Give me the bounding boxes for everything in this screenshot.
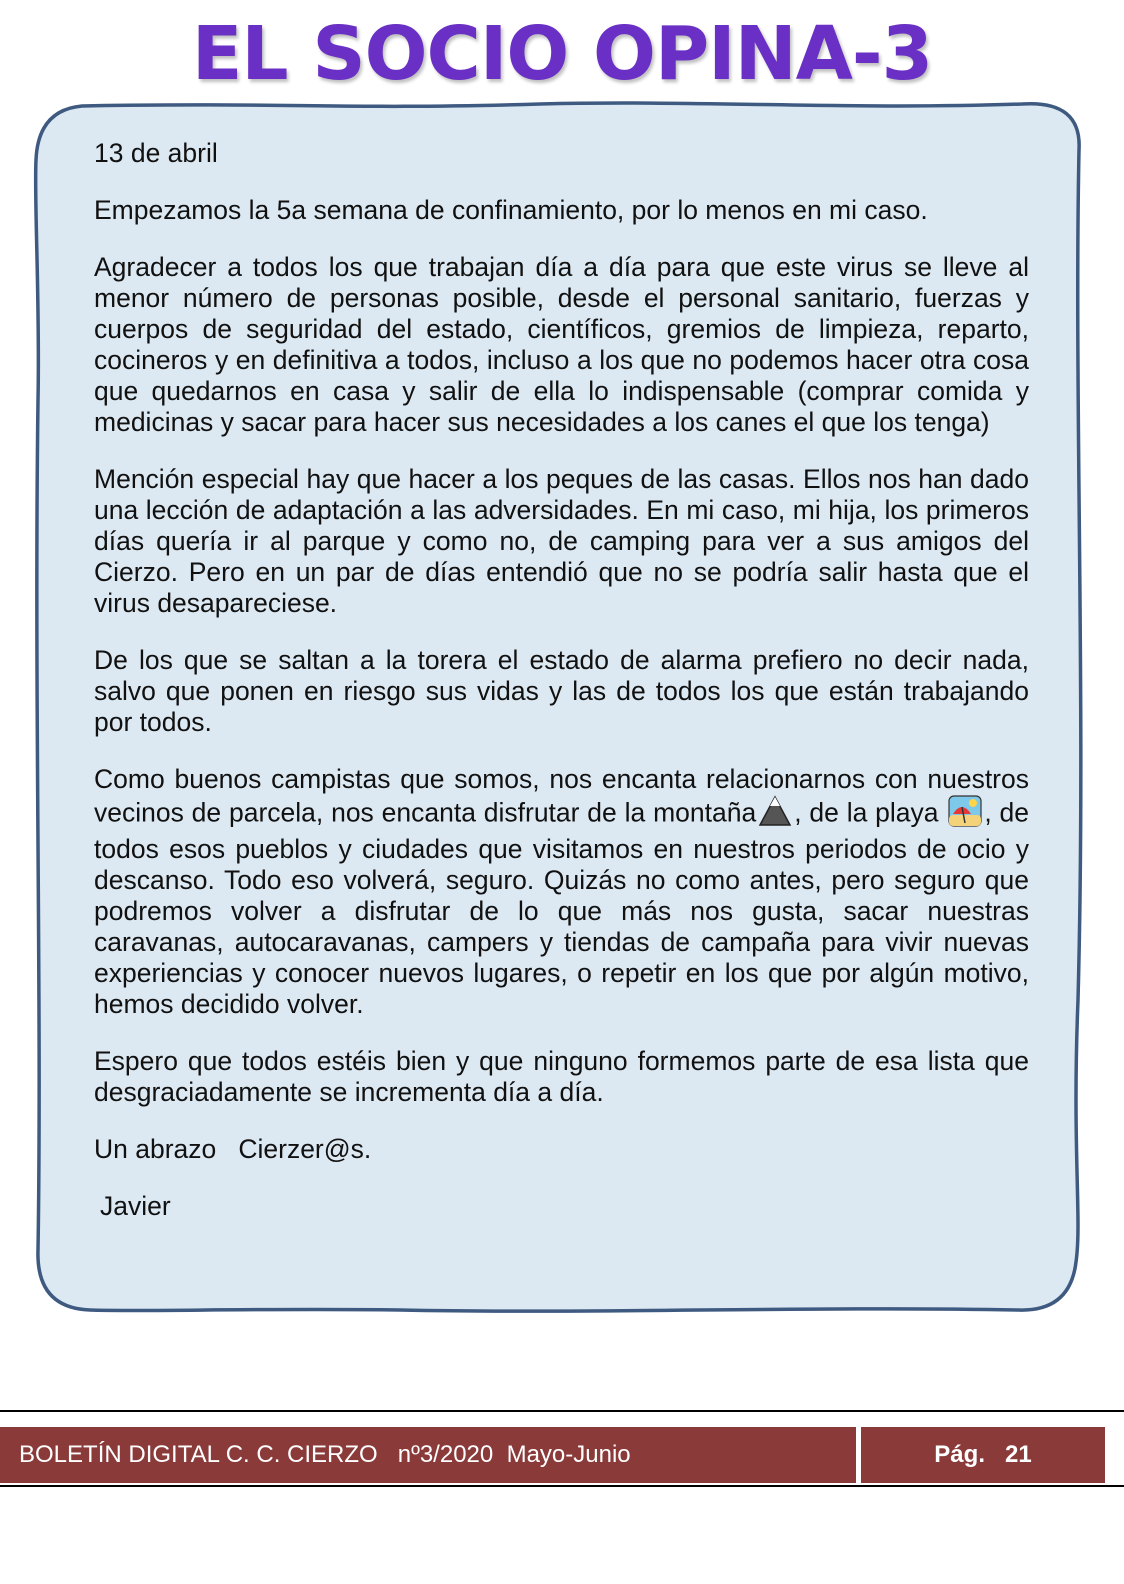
letter-date: 13 de abril	[94, 138, 218, 168]
paragraph-thanks: Agradecer a todos los que trabajan día a día para que este virus se lleve al menor número de personas posible, desde el personal sanitario, fuerzas y cuerpos de seguridad del estado, científicos, gremios de limpieza, reparto, cocineros y en definitiva a todos, incluso a los que no podemos hacer otra cosa que quedarnos en casa y salir de ella lo indispensable (comprar comida y medicinas y sacar para hacer sus necesidades a los canes el que los tenga)	[94, 252, 1029, 437]
paragraph-campers	[94, 764, 1029, 1020]
signature: Javier	[100, 1191, 171, 1221]
beach-icon	[948, 795, 982, 834]
paragraph-intro: Empezamos la 5a semana de confinamiento, por lo menos en mi caso.	[94, 195, 928, 225]
paragraph-campers-part-1: Como buenos campistas que somos, nos encanta relacionarnos con nuestros vecinos de parcela, nos encanta disfrutar de la montaña	[94, 764, 1029, 828]
paragraph-alarm: De los que se saltan a la torera el estado de alarma prefiero no decir nada, salvo que ponen en riesgo sus vidas y las de todos los que están trabajando por todos.	[94, 645, 1029, 737]
paragraph-children: Mención especial hay que hacer a los peques de las casas. Ellos nos han dado una lección de adaptación a las adversidades. En mi caso, mi hija, los primeros días quería ir al parque y como no, de camping para ver a sus amigos del Cierzo. Pero en un par de días entendió que no se podría salir hasta que el virus desapareciese.	[94, 464, 1029, 618]
closing: Un abrazo Cierzer@s.	[94, 1134, 372, 1164]
paragraph-campers-part-3: , de todos esos pueblos y ciudades que visitamos en nuestros periodos de ocio y descanso. Todo eso volverá, seguro. Quizás no como antes, pero seguro que podremos volver a disfrutar de lo que más nos gusta, sacar nuestras caravanas, autocaravanas, campers y tiendas de campaña para vivir nuevas experiencias y conocer nuevos lugares, o repetir en los que por algún motivo, hemos decidido volver.	[94, 797, 1029, 1019]
page-title: EL SOCIO OPINA-3	[191, 11, 933, 97]
footer-top-rule	[0, 1410, 1124, 1412]
footer-bottom-rule	[0, 1485, 1124, 1487]
letter-body	[94, 138, 1029, 1248]
paragraph-wishes: Espero que todos estéis bien y que ninguno formemos parte de esa lista que desgraciadamente se incrementa día a día.	[94, 1046, 1029, 1107]
paragraph-campers-part-2: , de la playa	[794, 797, 939, 828]
footer-page-number: Pág. 21	[861, 1427, 1105, 1483]
mountain-icon	[758, 795, 792, 834]
footer-publication: BOLETÍN DIGITAL C. C. CIERZO nº3/2020 Mayo-Junio	[0, 1427, 856, 1483]
